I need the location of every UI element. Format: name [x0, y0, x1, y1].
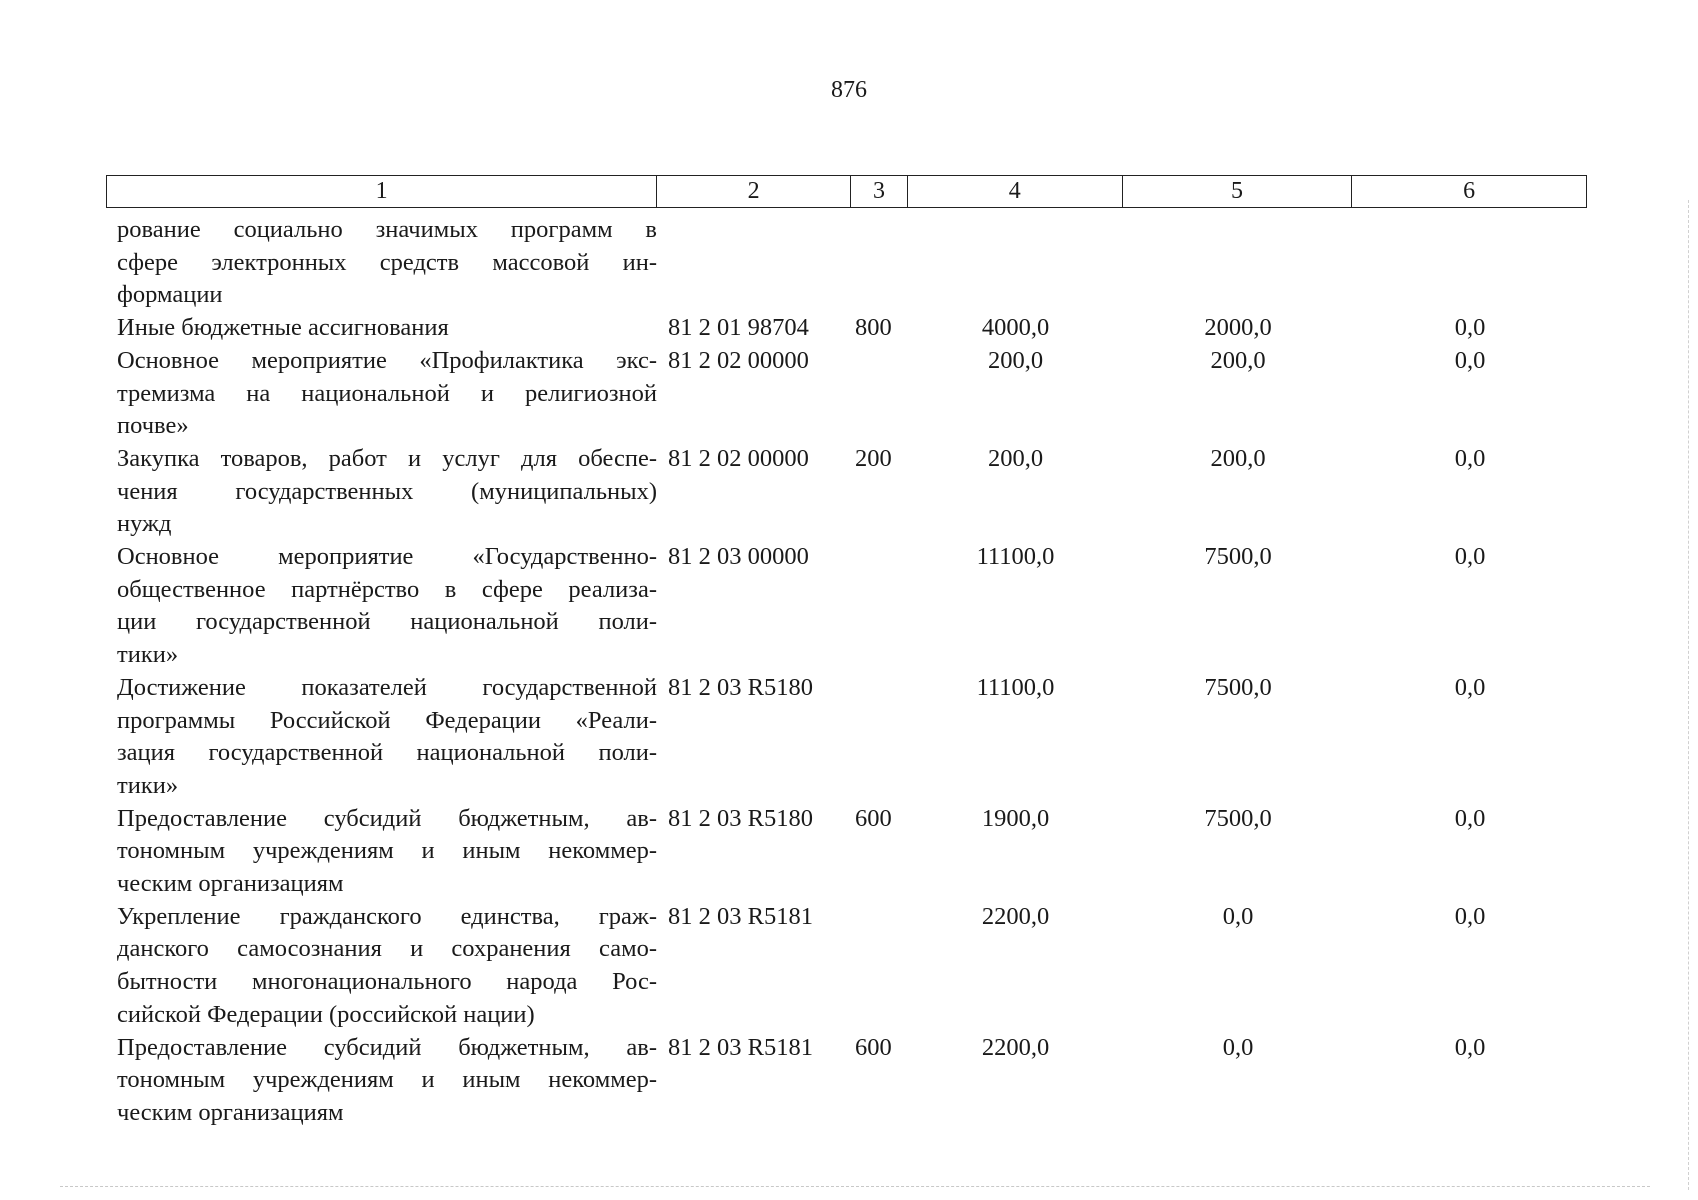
expense-type-code	[851, 901, 908, 1032]
amount-column-4: 2200,0	[981, 1033, 1050, 1061]
row-description	[106, 214, 657, 312]
column-header-4: 4	[908, 176, 1123, 207]
amount-column-4	[908, 214, 1123, 312]
amount-column-6	[1353, 214, 1587, 312]
column-header-6: 6	[1463, 178, 1476, 204]
budget-classification-code: 81 2 03 R5181	[668, 902, 813, 930]
description-line: зация государственной национальной поли-	[117, 739, 657, 767]
description-line: тики»	[117, 771, 179, 799]
table-row	[106, 312, 1587, 345]
amount-column-5	[1123, 214, 1353, 312]
row-description	[106, 803, 657, 901]
table-body	[106, 214, 1587, 1130]
expense-type-code: 200	[855, 444, 892, 472]
budget-classification-code: 81 2 02 00000	[668, 346, 809, 374]
description-line: формации	[117, 281, 223, 309]
amount-column-6: 0,0	[1454, 346, 1486, 374]
description-line: Предоставление субсидий бюджетным, ав-	[117, 804, 657, 832]
column-header-1: 1	[107, 176, 657, 207]
description-line: ческим организациям	[117, 1098, 344, 1126]
description-line: Предоставление субсидий бюджетным, ав-	[117, 1033, 657, 1061]
description-line: Укрепление гражданского единства, граж-	[117, 902, 657, 930]
description-line: общественное партнёрство в сфере реализа-	[117, 575, 657, 603]
budget-classification-code: 81 2 03 R5180	[668, 804, 813, 832]
amount-column-4: 4000,0	[981, 314, 1050, 342]
column-header-5: 5	[1123, 176, 1353, 207]
row-description	[106, 443, 657, 541]
amount-column-4: 2200,0	[981, 902, 1050, 930]
description-line: тономным учреждениям и иным некоммер-	[117, 837, 657, 865]
amount-column-6: 0,0	[1454, 1033, 1486, 1061]
table-row	[106, 345, 1587, 443]
description-line: программы Российской Федерации «Реали-	[117, 706, 657, 734]
amount-column-4: 200,0	[987, 346, 1044, 374]
description-line: нужд	[117, 510, 172, 538]
table-row	[106, 672, 1587, 803]
column-header-3: 3	[851, 176, 908, 207]
table-row	[106, 1032, 1587, 1130]
table-row	[106, 901, 1587, 1032]
table-row	[106, 803, 1587, 901]
amount-column-6: 0,0	[1454, 543, 1486, 571]
budget-classification-code: 81 2 02 00000	[668, 444, 809, 472]
amount-column-5: 7500,0	[1204, 804, 1272, 832]
row-description	[106, 541, 657, 672]
row-description	[106, 345, 657, 443]
budget-classification-code: 81 2 01 98704	[668, 314, 809, 342]
description-line: Достижение показателей государственной	[117, 673, 657, 701]
amount-column-5: 7500,0	[1204, 673, 1272, 701]
description-line: сфере электронных средств массовой ин-	[117, 248, 657, 276]
description-line: Основное мероприятие «Государственно-	[117, 543, 657, 571]
expense-type-code	[851, 214, 908, 312]
amount-column-6: 0,0	[1454, 673, 1486, 701]
amount-column-5: 0,0	[1222, 1033, 1254, 1061]
expense-type-code	[851, 672, 908, 803]
budget-classification-code: 81 2 03 R5180	[668, 673, 813, 701]
description-line: тономным учреждениям и иным некоммер-	[117, 1066, 657, 1094]
table-header-row	[106, 175, 1587, 208]
page-number: 876	[831, 77, 867, 103]
description-line: Закупка товаров, работ и услуг для обеспе-	[117, 444, 657, 472]
expense-type-code	[851, 541, 908, 672]
description-line: Основное мероприятие «Профилактика экс-	[117, 346, 657, 374]
amount-column-5: 7500,0	[1204, 543, 1272, 571]
budget-classification-code: 81 2 03 00000	[668, 543, 809, 571]
amount-column-5: 2000,0	[1204, 314, 1272, 342]
description-line: чения государственных (муниципальных)	[117, 477, 657, 505]
amount-column-6: 0,0	[1454, 314, 1486, 342]
description-line: тики»	[117, 641, 179, 669]
table-row	[106, 443, 1587, 541]
description-line: бытности многонационального народа Рос-	[117, 968, 657, 996]
column-header-2: 2	[657, 176, 851, 207]
expense-type-code: 600	[855, 1033, 892, 1061]
row-description	[106, 312, 657, 345]
amount-column-5: 0,0	[1222, 902, 1254, 930]
description-line: данского самосознания и сохранения само-	[117, 935, 657, 963]
amount-column-4: 1900,0	[981, 804, 1050, 832]
budget-classification-code: 81 2 03 R5181	[668, 1033, 813, 1061]
scan-edge-bottom	[60, 1186, 1650, 1187]
table-row	[106, 214, 1587, 312]
table-row	[106, 541, 1587, 672]
expense-type-code: 600	[855, 804, 892, 832]
amount-column-6: 0,0	[1454, 444, 1486, 472]
description-line: тремизма на национальной и религиозной	[117, 379, 657, 407]
row-description	[106, 901, 657, 1032]
amount-column-4: 11100,0	[976, 543, 1055, 571]
description-line: Иные бюджетные ассигнования	[117, 314, 449, 342]
row-description	[106, 1032, 657, 1130]
description-line: сийской Федерации (российской нации)	[117, 1000, 535, 1028]
amount-column-4: 11100,0	[976, 673, 1055, 701]
amount-column-6: 0,0	[1454, 804, 1486, 832]
budget-classification-code	[657, 214, 851, 312]
description-line: ции государственной национальной поли-	[117, 608, 657, 636]
expense-type-code: 800	[855, 314, 892, 342]
description-line: почве»	[117, 412, 189, 440]
amount-column-6: 0,0	[1454, 902, 1486, 930]
expense-type-code	[851, 345, 908, 443]
amount-column-4: 200,0	[987, 444, 1044, 472]
scan-edge-right	[1688, 200, 1689, 1190]
description-line: ческим организациям	[117, 870, 344, 898]
row-description	[106, 672, 657, 803]
description-line: рование социально значимых программ в	[117, 216, 657, 243]
amount-column-5: 200,0	[1210, 444, 1266, 472]
amount-column-5: 200,0	[1210, 346, 1266, 374]
